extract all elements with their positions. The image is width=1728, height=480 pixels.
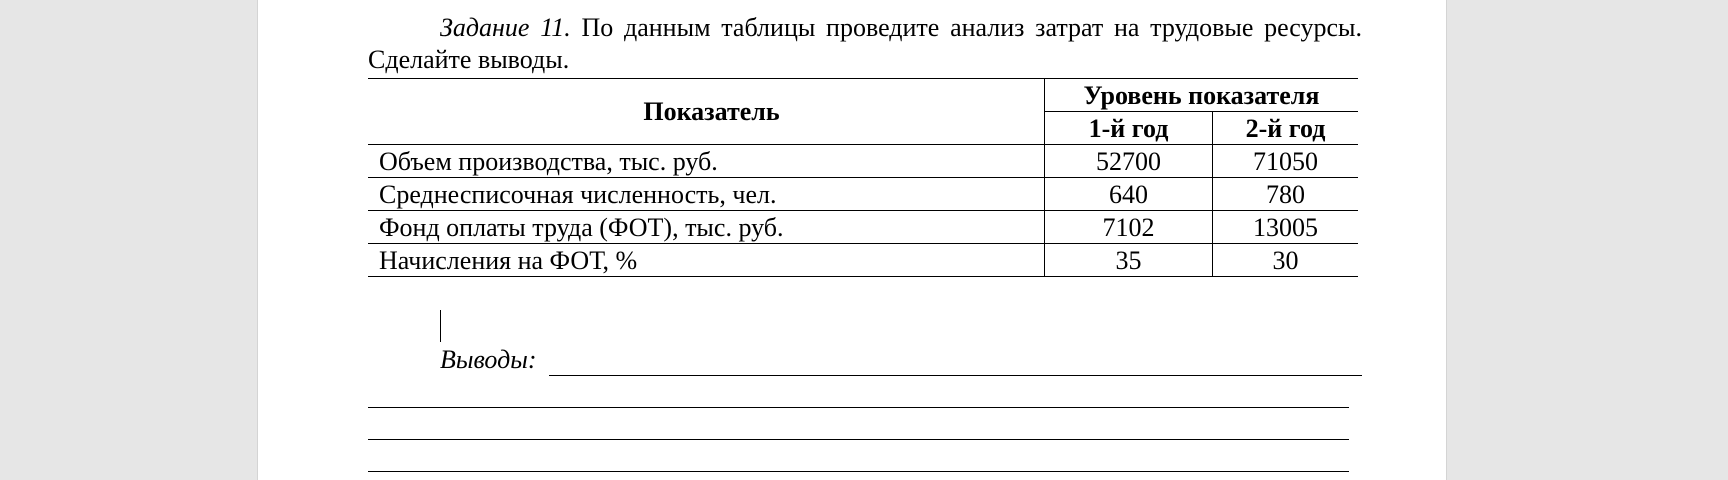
table-row xyxy=(368,145,1358,178)
row-name: Фонд оплаты труда (ФОТ), тыс. руб. xyxy=(368,211,1045,244)
header-year2: 2-й год xyxy=(1213,112,1359,145)
row-year1-value: 52700 xyxy=(1045,145,1213,178)
row-year1-value: 35 xyxy=(1045,244,1213,277)
row-year2-value: 30 xyxy=(1213,244,1359,277)
text-cursor[interactable] xyxy=(440,310,441,342)
row-year2-value: 780 xyxy=(1213,178,1359,211)
row-year2-value: 71050 xyxy=(1213,145,1359,178)
header-year1: 1-й год xyxy=(1045,112,1213,145)
table-header-row xyxy=(368,79,1358,112)
row-name: Начисления на ФОТ, % xyxy=(368,244,1045,277)
labor-cost-table xyxy=(368,78,1358,277)
task-paragraph xyxy=(368,12,1362,76)
answer-line[interactable] xyxy=(549,375,1362,376)
answer-line[interactable] xyxy=(368,407,1349,408)
table-row xyxy=(368,178,1358,211)
task-text: По данным таблицы проведите анализ затрат на трудовые ресурсы. Сделайте выводы. xyxy=(368,13,1362,74)
answer-line[interactable] xyxy=(368,471,1349,472)
row-year1-value: 640 xyxy=(1045,178,1213,211)
row-year1-value: 7102 xyxy=(1045,211,1213,244)
row-year2-value: 13005 xyxy=(1213,211,1359,244)
row-name: Объем производства, тыс. руб. xyxy=(368,145,1045,178)
table-row xyxy=(368,211,1358,244)
conclusions-label: Выводы: xyxy=(440,345,537,374)
task-lead: Задание 11. xyxy=(440,13,571,42)
header-indicator: Показатель xyxy=(368,79,1045,145)
row-name: Среднесписочная численность, чел. xyxy=(368,178,1045,211)
table-row xyxy=(368,244,1358,277)
answer-line[interactable] xyxy=(368,439,1349,440)
header-level-group: Уровень показателя xyxy=(1045,79,1359,112)
